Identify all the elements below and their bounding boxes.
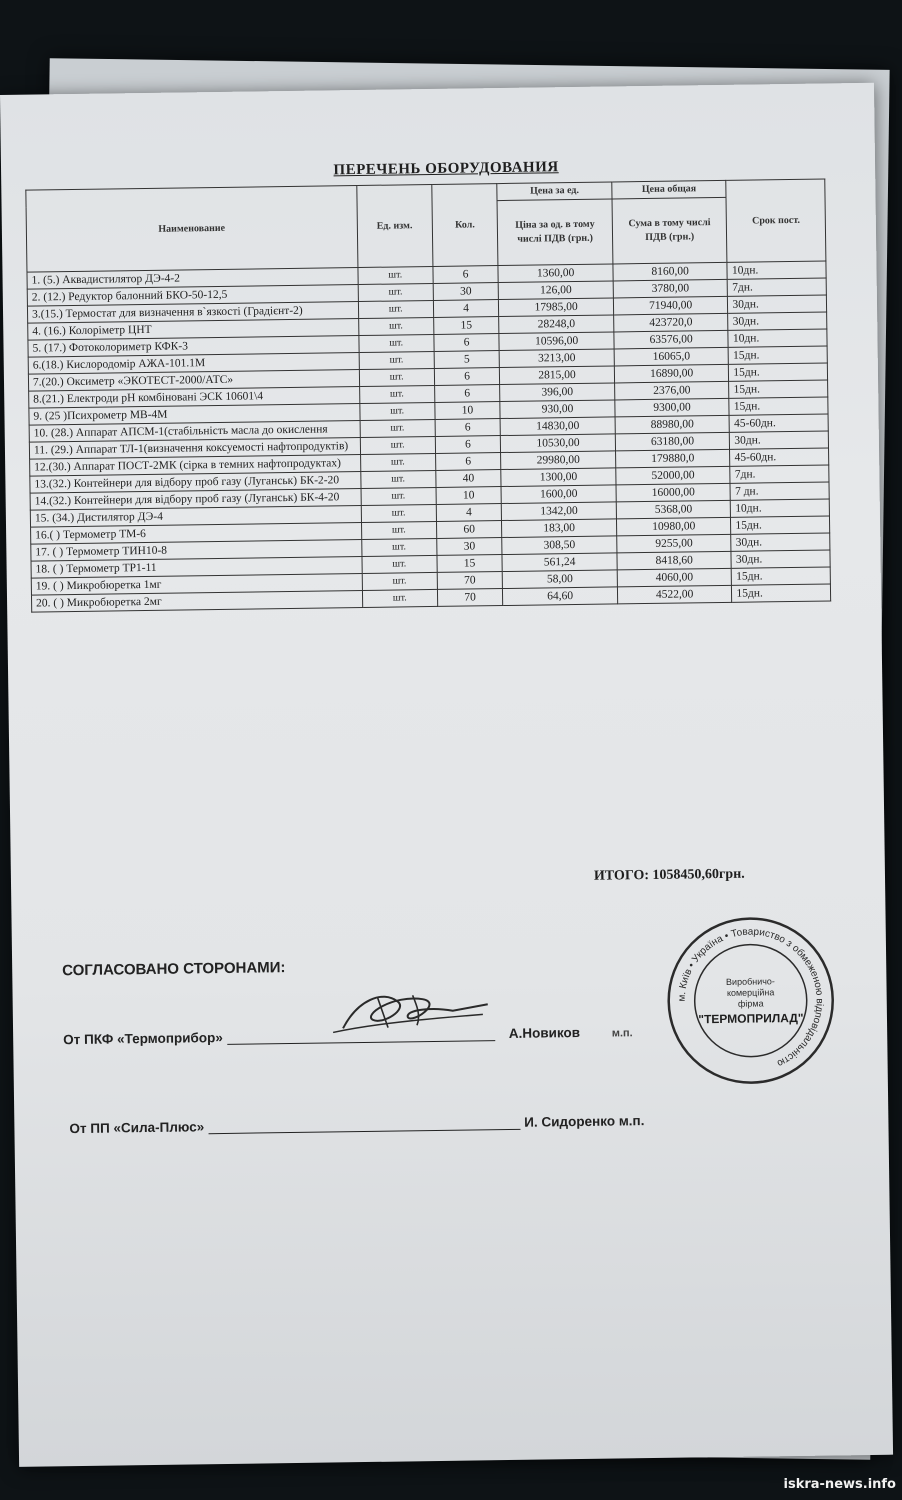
row-price: 126,00 <box>498 281 613 300</box>
row-unit: шт. <box>359 385 434 403</box>
row-total: 8160,00 <box>613 262 728 281</box>
row-price: 308,50 <box>502 536 617 555</box>
row-unit: шт. <box>359 351 434 369</box>
header-total-sub: Сума в тому числі ПДВ (грн.) <box>612 197 727 264</box>
row-price: 28248,0 <box>499 315 614 334</box>
row-qty: 6 <box>433 266 499 284</box>
row-price: 183,00 <box>502 519 617 538</box>
row-unit: шт. <box>359 402 434 420</box>
stamp-line-2: комерційна <box>726 987 775 998</box>
row-qty: 10 <box>436 487 502 505</box>
row-qty: 10 <box>435 402 501 420</box>
row-term: 15дн. <box>729 363 828 381</box>
equipment-table <box>25 178 831 612</box>
handwritten-signature <box>312 978 493 1041</box>
row-unit: шт. <box>361 521 436 539</box>
row-name: 9. (25 )Психрометр МВ-4М <box>29 404 360 426</box>
row-price: 10596,00 <box>499 332 614 351</box>
row-term: 15дн. <box>729 380 828 398</box>
row-total: 16000,00 <box>616 483 731 502</box>
row-price: 1600,00 <box>501 485 616 504</box>
row-total: 4060,00 <box>617 568 732 587</box>
company-stamp <box>664 913 838 1087</box>
row-price: 1360,00 <box>498 264 613 283</box>
row-total: 16065,0 <box>614 347 729 366</box>
row-name: 5. (17.) Фотоколориметр КФК-3 <box>28 336 359 358</box>
row-name: 18. ( ) Термометр ТР1-11 <box>31 556 362 578</box>
stamp-line-3: фірма <box>737 998 764 1009</box>
row-total: 9300,00 <box>615 398 730 417</box>
row-term: 30дн. <box>731 550 830 568</box>
row-total: 63180,00 <box>615 432 730 451</box>
row-total: 9255,00 <box>617 534 732 553</box>
row-qty: 30 <box>433 283 499 301</box>
row-qty: 6 <box>435 419 501 437</box>
header-total-group: Цена общая <box>612 180 727 199</box>
row-unit: шт. <box>359 334 434 352</box>
party1-prefix: От ПКФ «Термоприбор» <box>63 1029 223 1048</box>
row-qty: 15 <box>437 555 503 573</box>
row-unit: шт. <box>361 504 436 522</box>
row-total: 52000,00 <box>616 466 731 485</box>
row-qty: 6 <box>435 436 501 454</box>
header-name: Наименование <box>26 186 358 273</box>
row-total: 5368,00 <box>616 500 731 519</box>
header-unit: Ед. изм. <box>356 184 432 267</box>
row-unit: шт. <box>362 555 437 573</box>
party2-line <box>69 1113 644 1136</box>
row-name: 11. (29.) Аппарат ТЛ-1(визначення коксуемості нафтопродуктів) <box>29 438 360 460</box>
row-price: 1342,00 <box>502 502 617 521</box>
row-term: 30дн. <box>728 312 827 330</box>
agreed-heading: СОГЛАСОВАНО СТОРОНАМИ: <box>62 959 286 980</box>
row-name: 2. (12.) Редуктор балонний БКО-50-12,5 <box>27 285 358 307</box>
row-qty: 30 <box>437 538 503 556</box>
row-term: 10дн. <box>727 261 826 279</box>
stamp-line-4: "ТЕРМОПРИЛАД" <box>698 1010 804 1027</box>
row-qty: 6 <box>434 334 500 352</box>
row-total: 179880,0 <box>615 449 730 468</box>
site-watermark: iskra-news.info <box>783 1477 896 1492</box>
row-price: 3213,00 <box>499 349 614 368</box>
row-unit: шт. <box>360 419 435 437</box>
row-qty: 60 <box>436 521 502 539</box>
row-total: 8418,60 <box>617 551 732 570</box>
row-total: 10980,00 <box>616 517 731 536</box>
row-term: 45-60дн. <box>729 414 828 432</box>
row-term: 10дн. <box>728 329 827 347</box>
row-term: 15дн. <box>729 397 828 415</box>
row-unit: шт. <box>358 300 433 318</box>
row-unit: шт. <box>362 589 437 607</box>
row-price: 29980,00 <box>501 451 616 470</box>
row-term: 30дн. <box>730 431 829 449</box>
row-name: 12.(30.) Аппарат ПОСТ-2МК (сірка в темних нафтопродуктах) <box>30 455 361 477</box>
row-price: 58,00 <box>503 570 618 589</box>
row-qty: 40 <box>436 470 502 488</box>
row-total: 71940,00 <box>613 296 728 315</box>
row-term: 7дн. <box>730 465 829 483</box>
row-total: 2376,00 <box>614 381 729 400</box>
row-term: 45-60дн. <box>730 448 829 466</box>
row-term: 15дн. <box>732 584 831 602</box>
row-name: 17. ( ) Термометр ТИН10-8 <box>31 539 362 561</box>
row-name: 4. (16.) Колоріметр ЦНТ <box>28 319 359 341</box>
row-price: 14830,00 <box>500 417 615 436</box>
row-unit: шт. <box>358 266 433 284</box>
row-name: 20. ( ) Микробюретка 2мг <box>31 590 362 612</box>
row-qty: 4 <box>433 300 499 318</box>
stamp-line-1: Виробничо- <box>725 976 775 987</box>
row-term: 7 дн. <box>730 482 829 500</box>
row-qty: 6 <box>434 385 500 403</box>
header-price-sub: Ціна за од. в тому числі ПДВ (грн.) <box>497 199 612 266</box>
row-unit: шт. <box>361 538 436 556</box>
row-name: 8.(21.) Електроди pH комбіновані ЭСК 10601\4 <box>29 387 360 409</box>
row-term: 15дн. <box>732 567 831 585</box>
row-name: 3.(15.) Термостат для визначення в`язкості (Градієнт-2) <box>27 302 358 324</box>
row-name: 10. (28.) Аппарат АПСМ-1(стабільність масла до окислення <box>29 421 360 443</box>
row-term: 7дн. <box>728 278 827 296</box>
row-total: 88980,00 <box>615 415 730 434</box>
row-name: 15. (34.) Дистилятор ДЭ-4 <box>30 506 361 528</box>
row-term: 10дн. <box>731 499 830 517</box>
row-qty: 70 <box>437 572 503 590</box>
row-term: 15дн. <box>729 346 828 364</box>
party2-signer: И. Сидоренко м.п. <box>524 1113 645 1130</box>
row-term: 15дн. <box>731 516 830 534</box>
equipment-rows <box>27 261 831 612</box>
row-qty: 6 <box>435 453 501 471</box>
row-name: 1. (5.) Аквадистилятор ДЭ-4-2 <box>27 268 358 290</box>
row-qty: 70 <box>437 589 503 607</box>
document-page <box>0 83 893 1467</box>
row-price: 64,60 <box>503 587 618 606</box>
stamp-ring-text: м. Київ • Україна • Товариство з обмеженою відповідальністю <box>676 926 825 1069</box>
row-name: 14.(32.) Контейнери для відбору проб газу (Луганськ) БК-4-20 <box>30 489 361 511</box>
document-title: ПЕРЕЧЕНЬ ОБОРУДОВАНИЯ <box>333 159 559 179</box>
row-total: 4522,00 <box>617 585 732 604</box>
row-qty: 5 <box>434 351 500 369</box>
row-unit: шт. <box>362 572 437 590</box>
row-unit: шт. <box>358 283 433 301</box>
row-term: 30дн. <box>731 533 830 551</box>
grand-total: ИТОГО: 1058450,60грн. <box>593 866 745 884</box>
row-unit: шт. <box>359 368 434 386</box>
party2-prefix: От ПП «Сила-Плюс» <box>69 1119 205 1137</box>
party1-mark: м.п. <box>611 1027 633 1040</box>
row-total: 3780,00 <box>613 279 728 298</box>
row-total: 63576,00 <box>614 330 729 349</box>
row-total: 423720,0 <box>614 313 729 332</box>
row-unit: шт. <box>358 317 433 335</box>
row-price: 10530,00 <box>501 434 616 453</box>
row-qty: 4 <box>436 504 502 522</box>
row-unit: шт. <box>360 470 435 488</box>
row-price: 396,00 <box>500 383 615 402</box>
row-unit: шт. <box>360 453 435 471</box>
header-term: Срок пост. <box>726 179 826 262</box>
row-price: 561,24 <box>502 553 617 572</box>
row-unit: шт. <box>360 436 435 454</box>
row-qty: 6 <box>434 368 500 386</box>
row-name: 16.( ) Термометр ТМ-6 <box>31 522 362 544</box>
row-term: 30дн. <box>728 295 827 313</box>
row-qty: 15 <box>433 317 499 335</box>
row-price: 17985,00 <box>499 298 614 317</box>
party2-sign-line <box>208 1115 520 1134</box>
party1-signer: А.Новиков <box>508 1024 581 1041</box>
row-name: 6.(18.) Кислородомір АЖА-101.1М <box>28 353 359 375</box>
row-name: 13.(32.) Контейнери для відбору проб газу (Луганськ) БК-2-20 <box>30 472 361 494</box>
row-total: 16890,00 <box>614 364 729 383</box>
row-price: 1300,00 <box>501 468 616 487</box>
row-unit: шт. <box>361 487 436 505</box>
row-price: 2815,00 <box>500 366 615 385</box>
row-price: 930,00 <box>500 400 615 419</box>
header-price-group: Цена за ед. <box>497 182 612 201</box>
row-name: 7.(20.) Оксиметр «ЭКОТЕСТ-2000/АТС» <box>28 370 359 392</box>
header-qty: Кол. <box>432 184 499 267</box>
row-name: 19. ( ) Микробюретка 1мг <box>31 573 362 595</box>
